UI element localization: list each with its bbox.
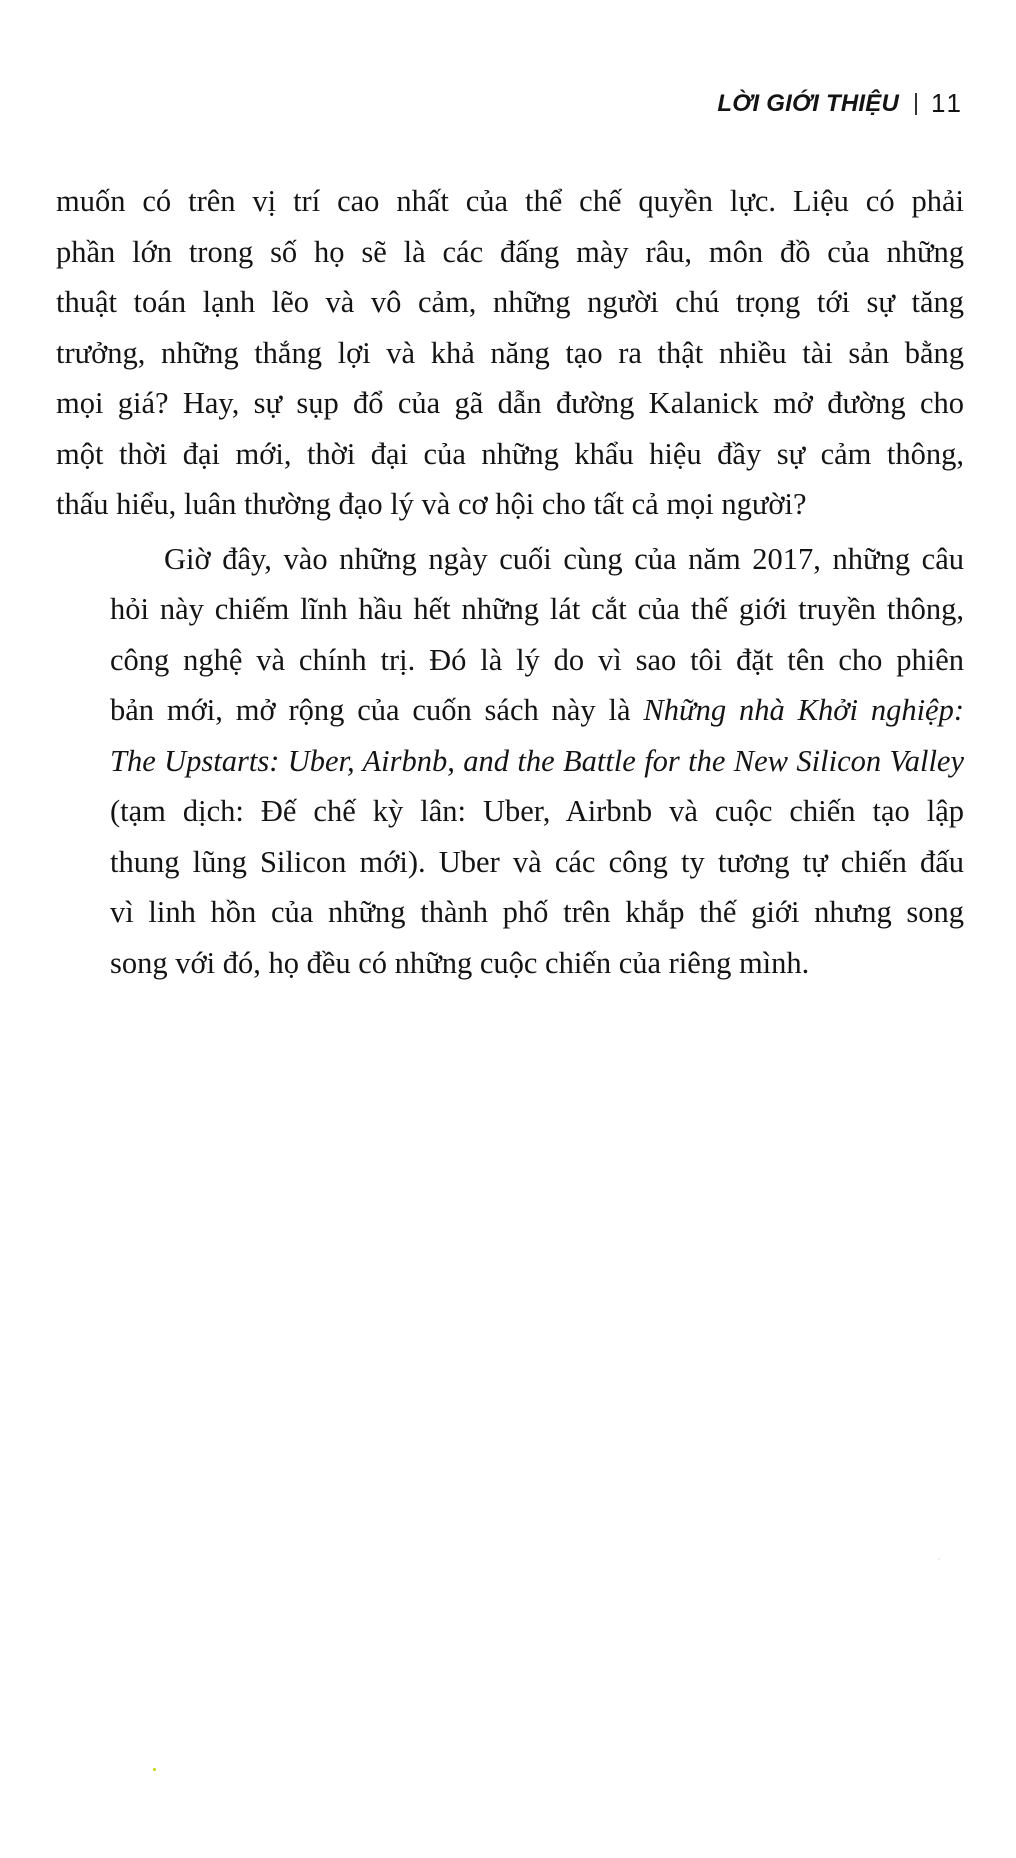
section-title: LỜI GIỚI THIỆU — [717, 89, 899, 117]
page-number: 11 — [931, 88, 964, 118]
paragraph-2-line: (tạm dịch: Đế chế kỳ lân: Uber, Airbnb và cuộc chiến tạo lập — [110, 794, 964, 828]
paragraph-2-text: bản mới, mở rộng của cuốn sách này là — [110, 693, 644, 727]
paragraph-2-line — [56, 685, 964, 736]
paragraph-2 — [56, 534, 964, 989]
book-title-english: The Upstarts: Uber, Airbnb, and the Battle for the New Silicon Valley — [110, 743, 964, 778]
paragraph-1-line: thuật toán lạnh lẽo và vô cảm, những người chú trọng tới sự tăng — [56, 285, 964, 319]
scan-speck — [938, 1558, 940, 1560]
paragraph-1-line: muốn có trên vị trí cao nhất của thể chế quyền lực. Liệu có phải — [56, 184, 964, 218]
paragraph-1-line: mọi giá? Hay, sự sụp đổ của gã dẫn đường Kalanick mở đường cho — [56, 386, 964, 420]
paragraph-2-line: Giờ đây, vào những ngày cuối cùng của năm 2017, những câu — [164, 541, 964, 576]
paragraph-2-line: công nghệ và chính trị. Đó là lý do vì sao tôi đặt tên cho phiên — [110, 642, 964, 677]
paragraph-2-line: thung lũng Silicon mới). Uber và các công ty tương tự chiến đấu — [110, 844, 964, 879]
body-text — [56, 176, 964, 988]
paragraph-1-line: trưởng, những thắng lợi và khả năng tạo ra thật nhiều tài sản bằng — [56, 335, 964, 370]
paragraph-2-line: vì linh hồn của những thành phố trên khắp thế giới nhưng song — [110, 895, 964, 929]
paragraph-1-line: một thời đại mới, thời đại của những khẩu hiệu đầy sự cảm thông, — [56, 436, 964, 471]
paragraph-2-line: song với đó, họ đều có những cuộc chiến của riêng mình. — [110, 945, 810, 980]
paragraph-2-line — [56, 736, 964, 787]
paragraph-1-line: phần lớn trong số họ sẽ là các đấng mày râu, môn đồ của những — [56, 234, 964, 269]
paragraph-1-line: thấu hiểu, luân thường đạo lý và cơ hội cho tất cả mọi người? — [56, 487, 807, 521]
scan-speck — [153, 1768, 156, 1771]
header-divider — [915, 93, 917, 115]
book-title-vietnamese: Những nhà Khởi nghiệp: — [643, 693, 964, 727]
running-head — [717, 88, 964, 119]
paragraph-1 — [56, 176, 964, 530]
paragraph-2-line: hỏi này chiếm lĩnh hầu hết những lát cắt của thế giới truyền thông, — [110, 592, 964, 626]
